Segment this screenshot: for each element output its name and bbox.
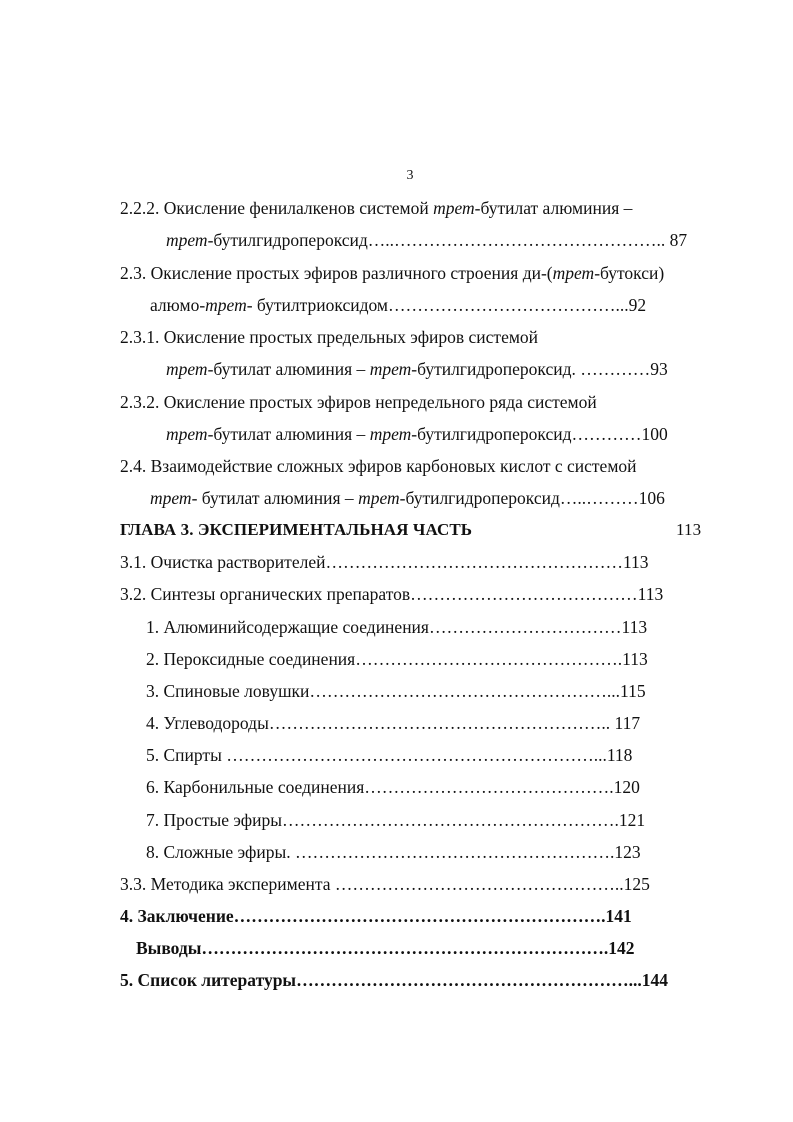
toc-entry: 3.3. Методика эксперимента …………………………………………..125 xyxy=(120,874,650,894)
toc-entry-2-4-line1: 2.4. Взаимодействие сложных эфиров карбоновых кислот с системой xyxy=(120,456,637,476)
toc-entry-2-3-1-line1: 2.3.1. Окисление простых предельных эфиров системой xyxy=(120,327,539,347)
toc-entry-findings: Выводы…………………………………………………………….142 xyxy=(136,938,635,958)
toc-subentry: 8. Сложные эфиры. ……………………………………………….123 xyxy=(146,842,641,862)
toc-subentry: 3. Спиновые ловушки……………………………………………...115 xyxy=(146,681,646,701)
toc-entry-2-2-2-line1: 2.2.2. Окисление фенилалкенов системой трет-бутилат алюминия – xyxy=(120,198,633,218)
page-number: 3 xyxy=(406,168,414,183)
toc-entry: 3.1. Очистка растворителей……………………………………………113 xyxy=(120,552,649,572)
toc-entry-conclusion: 4. Заключение……………………………………………………….141 xyxy=(120,906,632,926)
toc-subentry: 1. Алюминийсодержащие соединения……………………………113 xyxy=(146,617,648,637)
toc-subentry: 6. Карбонильные соединения…………………………………….120 xyxy=(146,777,640,797)
toc-subentry: 2. Пероксидные соединения……………………………………….113 xyxy=(146,649,648,669)
toc-entry-2-3-2-line1: 2.3.2. Окисление простых эфиров непредельного ряда системой xyxy=(120,392,597,412)
toc-entry-references: 5. Список литературы…………………………………………………...144 xyxy=(120,970,668,990)
toc-entry-2-3-2-line2: трет-бутилат алюминия – трет-бутилгидропероксид…………100 xyxy=(166,424,668,444)
toc-subentry: 4. Углеводороды………………………………………………….. 117 xyxy=(146,713,641,733)
toc-entry: 3.2. Синтезы органических препаратов…………………………………113 xyxy=(120,584,664,604)
toc-entry-2-3-line2: алюмо-трет- бутилтриоксидом…………………………………...92 xyxy=(150,295,647,315)
toc-entry-2-3-1-line2: трет-бутилат алюминия – трет-бутилгидропероксид. …………93 xyxy=(166,359,668,379)
toc-entry-2-3-line1: 2.3. Окисление простых эфиров различного строения ди-(трет-бутокси) xyxy=(120,263,665,283)
toc-subentry: 5. Спирты ………………………………………………………...118 xyxy=(146,745,633,765)
toc-subentry: 7. Простые эфиры………………………………………………….121 xyxy=(146,810,646,830)
toc-entry-2-4-line2: трет- бутилат алюминия – трет-бутилгидропероксид…..………106 xyxy=(150,488,665,508)
chapter-3-page: 113 xyxy=(676,520,702,539)
chapter-3-title: ГЛАВА 3. ЭКСПЕРИМЕНТАЛЬНАЯ ЧАСТЬ xyxy=(120,520,473,539)
toc-entry-2-2-2-line2: трет-бутилгидропероксид…..……………………………………….. 87 xyxy=(166,230,688,250)
